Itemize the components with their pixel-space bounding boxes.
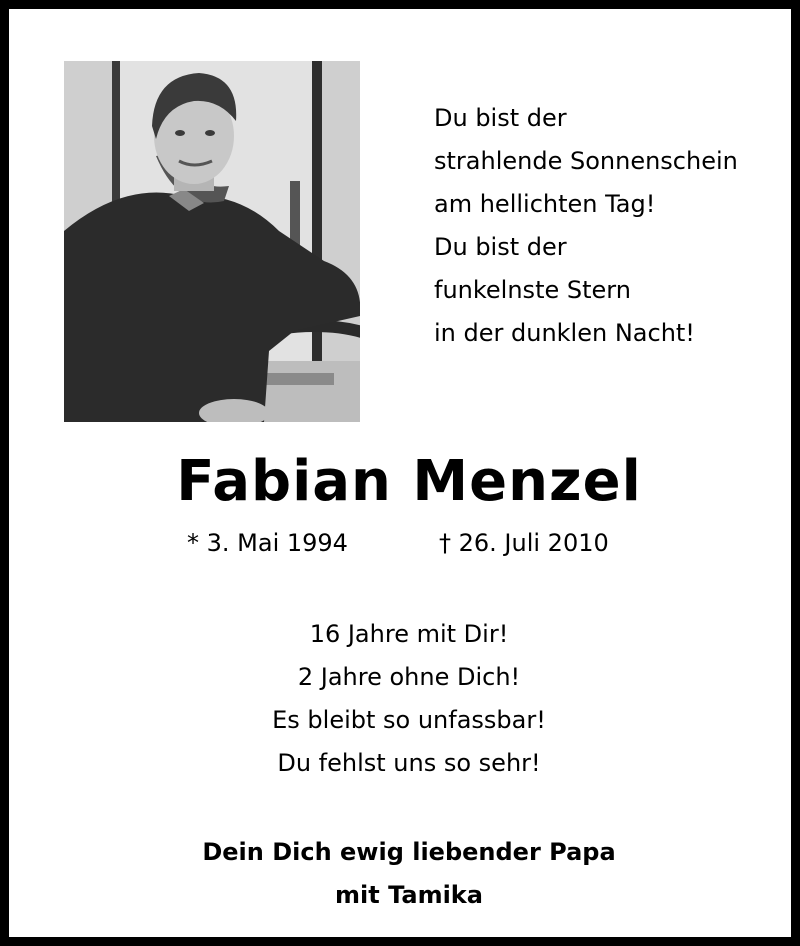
birth-date: * 3. Mai 1994 xyxy=(187,529,348,557)
poem xyxy=(434,97,774,355)
death-date: † 26. Juli 2010 xyxy=(439,529,609,557)
poem-line: in der dunklen Nacht! xyxy=(434,319,695,347)
verse-line: 2 Jahre ohne Dich! xyxy=(297,663,521,691)
verse xyxy=(9,613,800,785)
signature-line: Dein Dich ewig liebender Papa xyxy=(202,838,616,866)
poem-line: funkelnste Stern xyxy=(434,276,631,304)
signature xyxy=(9,831,800,917)
verse-line: Du fehlst uns so sehr! xyxy=(277,749,541,777)
signature-line: mit Tamika xyxy=(335,881,483,909)
verse-line: 16 Jahre mit Dir! xyxy=(309,620,509,648)
poem-line: Du bist der xyxy=(434,104,567,132)
poem-line: am hellichten Tag! xyxy=(434,190,656,218)
poem-line: strahlende Sonnenschein xyxy=(434,147,738,175)
portrait-photo xyxy=(64,61,360,422)
portrait-image xyxy=(64,61,360,422)
verse-line: Es bleibt so unfassbar! xyxy=(272,706,546,734)
poem-line: Du bist der xyxy=(434,233,567,261)
deceased-name: Fabian Menzel xyxy=(176,449,642,514)
